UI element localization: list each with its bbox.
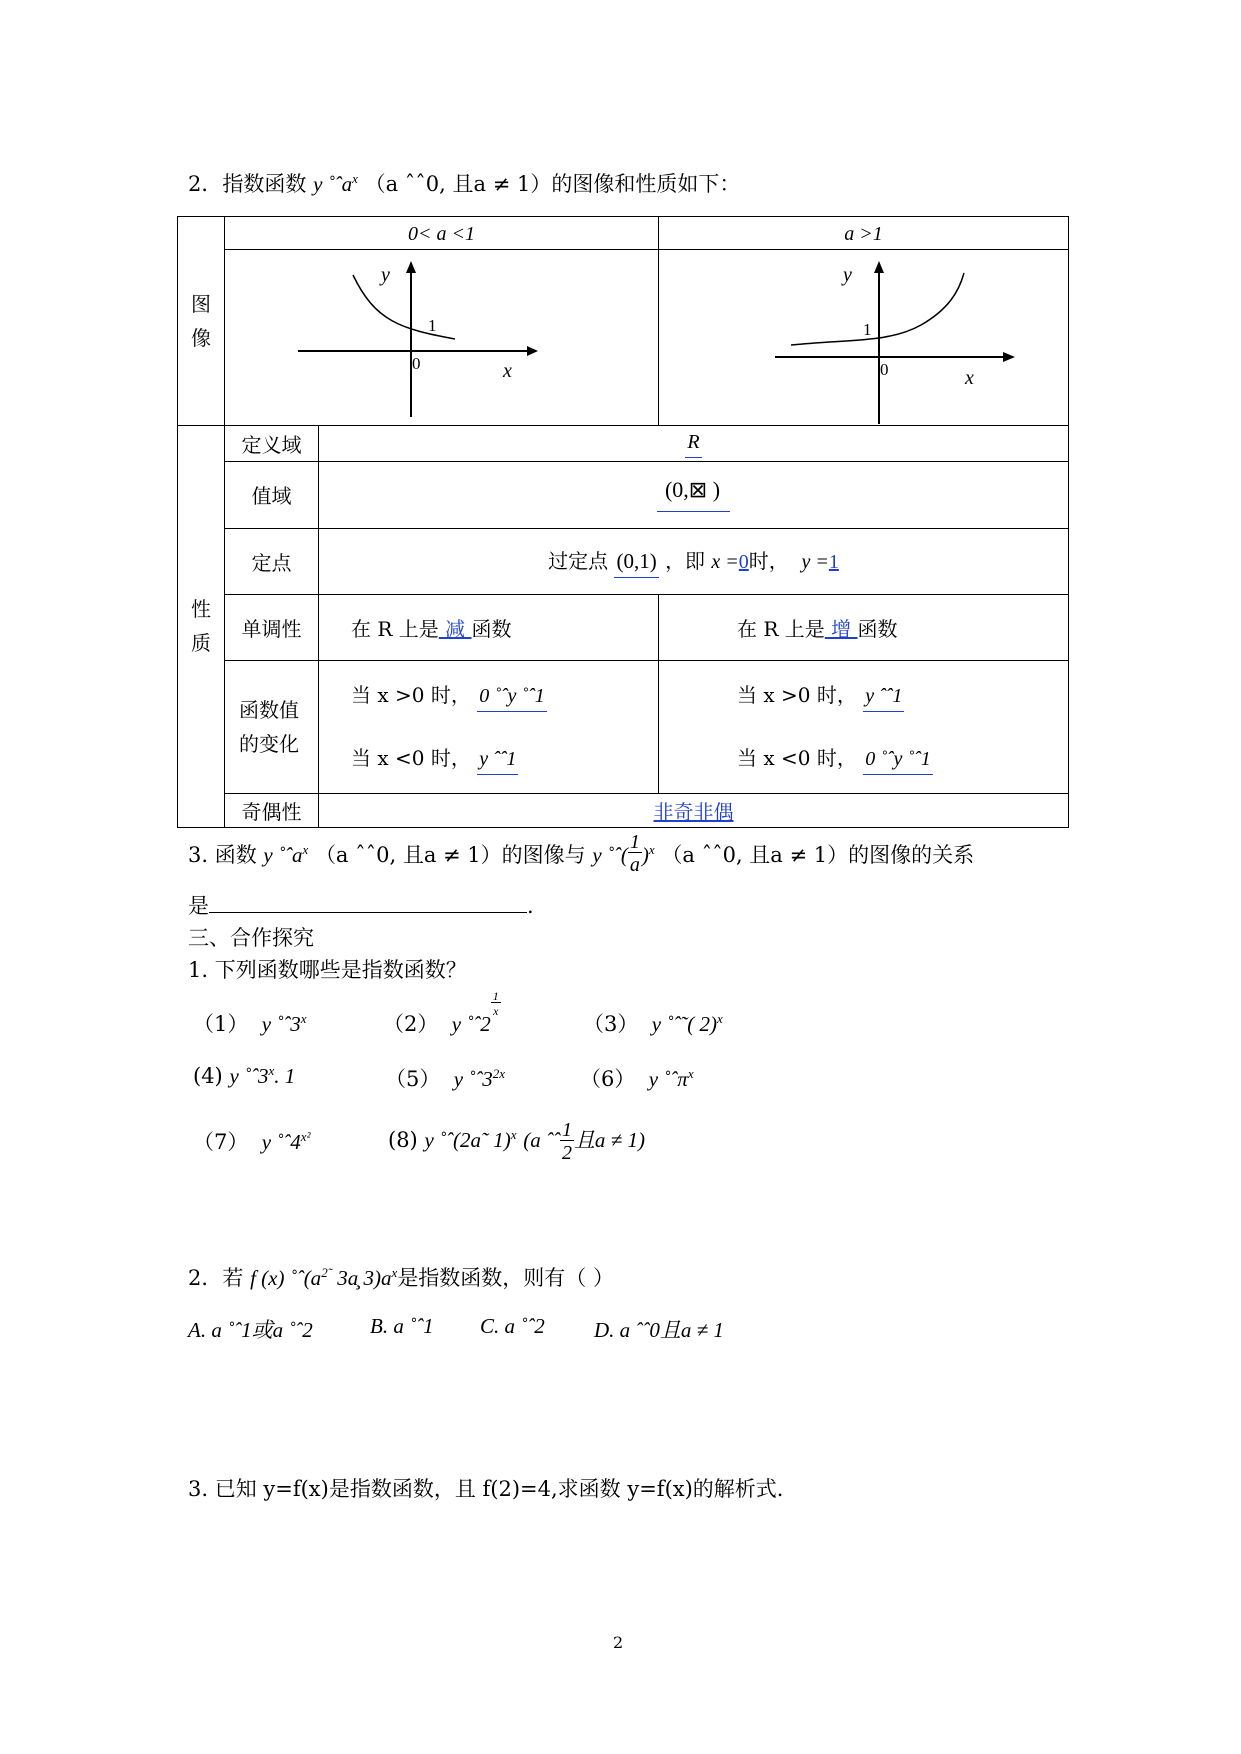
- graph-large-cell: [659, 250, 1069, 425]
- fixed-point-value: (0,1): [614, 549, 658, 578]
- exercise-2-question: 2．若 f (x) $˚ˆ(a^{2˜}$ 3a̧ $3)a^x$是指数函数，则有（ ）: [188, 1265, 614, 1290]
- col-header-small: 0< a <1: [225, 217, 659, 250]
- fixed-point-cell: 过定点 (0,1) ，即 x =0时， y =1: [319, 528, 1069, 595]
- monotonicity-small-value: 减: [438, 616, 472, 641]
- monotonicity-large-value: 增: [824, 616, 858, 641]
- graph-large-x-label: x: [965, 366, 974, 389]
- exercise-3-question: 3. 已知 y=f(x)是指数函数，且 f(2)=4,求函数 y=f(x)的解析式.: [188, 1477, 784, 1501]
- ex1-item-2: （2） y ˚ˆ2 $\frac{1}{x}$: [383, 989, 499, 1036]
- question-3-line1: 3. 函数 y ˚ˆa$^x$ （a ˆˆ0, 且a ≠ 1）的图像与 y ˚ˆ( $\frac{1}{a}$ )$^x$ （a ˆˆ0, 且a ≠ 1）的图像的关系: [188, 831, 975, 876]
- section2-heading: 2．指数函数 y ˚ˆa$^x$ （a ˆˆ0, 且a ≠ 1）的图像和性质如下：: [188, 171, 741, 196]
- exercise-1-question: 1. 下列函数哪些是指数函数？: [188, 958, 467, 982]
- graph-small-cell: [225, 250, 659, 425]
- parity-label: 奇偶性: [225, 793, 319, 827]
- decreasing-exponential-graph: [225, 251, 659, 424]
- exponential-properties-table: [177, 216, 1069, 828]
- domain-value: R: [685, 431, 701, 458]
- domain-label: 定义域: [225, 425, 319, 461]
- ex1-item-4: (4) y ˚ˆ3$^x$. 1: [193, 1063, 296, 1088]
- small-lt-answer: y ˆˆ1: [477, 748, 518, 775]
- range-value: (0,⊠ ): [657, 477, 730, 512]
- large-lt-answer: 0 ˚ˆy ˚ˆ1: [863, 748, 933, 775]
- ex1-item-8: (8) y ˚ˆ(2a˜ 1)$^x$ (a ˆˆ $\frac{1}{2}$ 且a ≠ 1): [388, 1119, 645, 1164]
- exercise-2-option-a: A. a ˚ˆ1或a ˚ˆ2: [188, 1318, 313, 1342]
- fixed-x-value: 0: [738, 550, 749, 573]
- value-change-label: 函数值 的变化: [225, 660, 319, 793]
- row-label-graph: 图像: [178, 217, 225, 426]
- large-gt-answer: y ˆˆ1: [863, 685, 904, 712]
- question-3-line2: 是 .: [188, 894, 534, 918]
- exercise-2-option-c: C. a ˚ˆ2: [480, 1314, 545, 1338]
- value-change-large-cell: 当 x >0 时， y ˆˆ1 当 x <0 时， 0 ˚ˆy ˚ˆ1: [659, 660, 1069, 793]
- parity-value: 非奇非偶: [653, 799, 734, 824]
- range-value-cell: [319, 461, 1069, 528]
- ex1-item-3: （3） y ˚ˆ˜( 2)$^x$: [583, 1011, 723, 1036]
- ex1-item-1: （1） y ˚ˆ3$^x$: [193, 1011, 307, 1036]
- parity-value-cell: [319, 793, 1069, 827]
- graph-small-y-label: y: [381, 263, 390, 286]
- graph-small-x-label: x: [503, 359, 512, 382]
- graph-large-y-label: y: [843, 263, 852, 286]
- col-header-large: a >1: [659, 217, 1069, 250]
- monotonicity-small-cell: 在 R 上是 减 函数: [319, 595, 659, 661]
- ex1-item-7: （7） y $˚ˆ4^{x^2}$: [193, 1129, 311, 1154]
- ex1-item-5: （5） y $˚ˆ3^{2x}$: [385, 1066, 506, 1091]
- small-gt-answer: 0 ˚ˆy ˚ˆ1: [477, 685, 547, 712]
- domain-value-cell: [319, 425, 1069, 461]
- row-label-properties: 性质: [178, 425, 225, 827]
- exercise-2-option-b: B. a ˚ˆ1: [370, 1314, 434, 1338]
- ex1-item-6: （6） y ˚ˆπ$^x$: [580, 1066, 694, 1091]
- section-3-title: 三、合作探究: [188, 926, 314, 950]
- fixed-point-label: 定点: [225, 528, 319, 595]
- page-number: 2: [613, 1633, 624, 1652]
- monotonicity-label: 单调性: [225, 595, 319, 661]
- value-change-small-cell: 当 x >0 时， 0 ˚ˆy ˚ˆ1 当 x <0 时， y ˆˆ1: [319, 660, 659, 793]
- graph-large-one: 1: [863, 319, 872, 339]
- graph-large-origin: 0: [880, 359, 889, 379]
- fixed-y-value: 1: [828, 550, 839, 573]
- graph-small-origin: 0: [412, 353, 421, 373]
- exercise-2-option-d: D. a ˆˆ0且a ≠ 1: [594, 1318, 724, 1342]
- graph-small-one: 1: [428, 315, 437, 335]
- range-label: 值域: [225, 461, 319, 528]
- monotonicity-large-cell: 在 R 上是 增 函数: [659, 595, 1069, 661]
- increasing-exponential-graph: [659, 251, 1069, 424]
